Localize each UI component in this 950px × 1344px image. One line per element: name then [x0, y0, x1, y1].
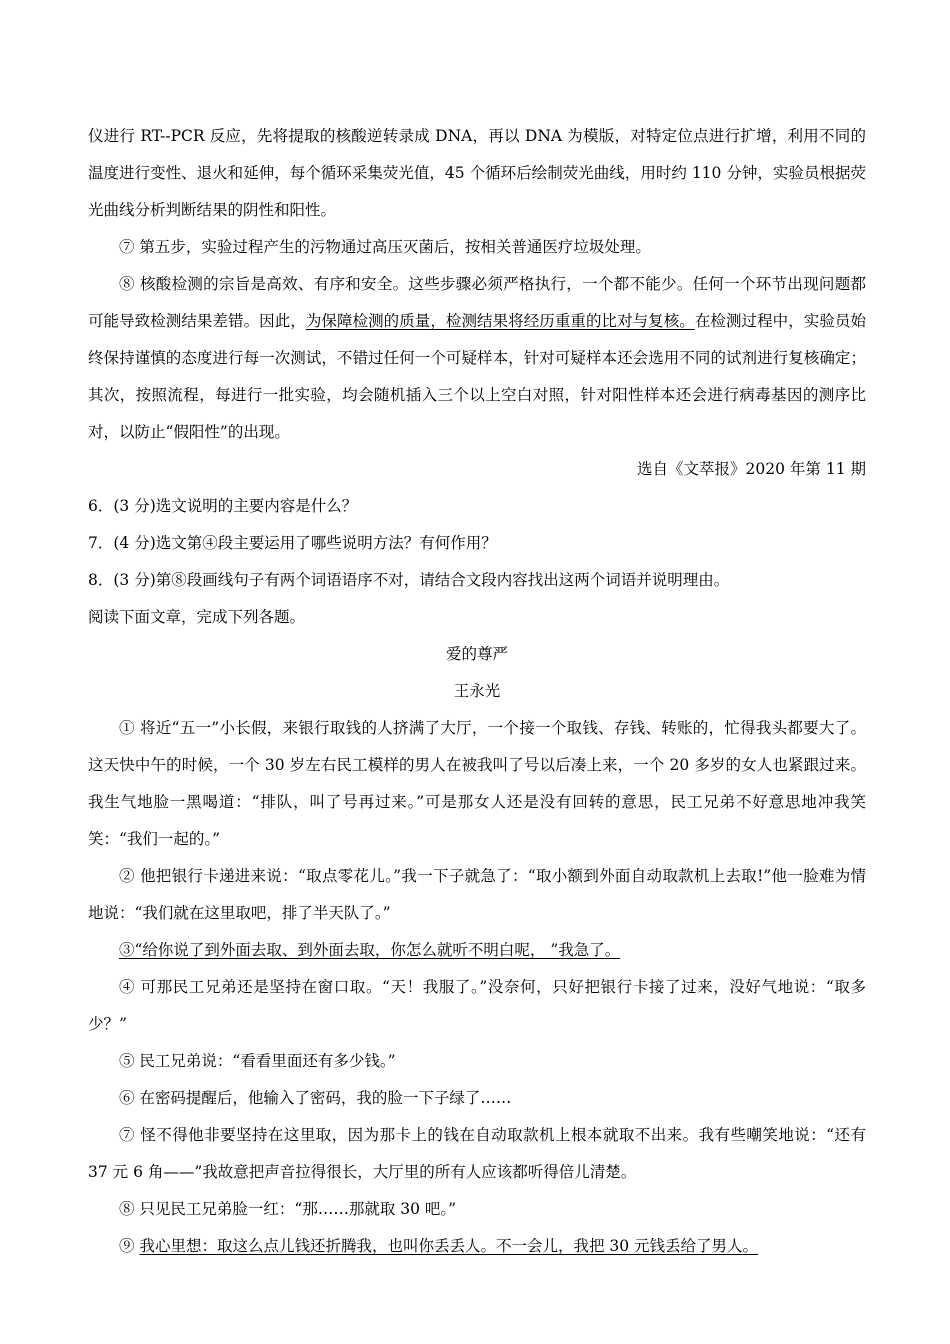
paragraph-8-text-a: ⑧ 核酸检测的宗旨是高效、有序和安全。这些步骤必须严格执行，一个都不能少。任何一个环节出现问题都可能导致检测结果差错。因此，: [88, 275, 866, 330]
passage2-paragraph-9: [88, 1228, 866, 1265]
paragraph-9-underlined: 我心里想：取这么点儿钱还折腾我，也叫你丢丢人。不一会儿，我把 30 元钱丢给了男人。: [139, 1237, 759, 1255]
question-6: 6．(3 分)选文说明的主要内容是什么？: [88, 497, 358, 515]
passage2-paragraph-7: ⑦ 怪不得他非要坚持在这里取，因为那卡上的钱在自动取款机上根本就取不出来。我有些嘲笑地说：“还有 37 元 6 角——”我故意把声音拉得很长，大厅里的所有人应该都听得倍儿清楚。: [88, 1126, 866, 1181]
passage2-paragraph-6: ⑥ 在密码提醒后，他输入了密码，我的脸一下子绿了……: [119, 1089, 512, 1107]
passage2-paragraph-2: ② 他把银行卡递进来说：“取点零花儿。”我一下子就急了：“取小额到外面自动取款机上去取!”他一脸难为情地说：“我们就在这里取吧，排了半天队了。”: [88, 867, 866, 922]
passage1-source: 选自《文萃报》2020 年第 11 期: [637, 460, 866, 478]
passage1-paragraph-6-continued: 仪进行 RT--PCR 反应，先将提取的核酸逆转录成 DNA，再以 DNA 为模版，对特定位点进行扩增，利用不同的温度进行变性、退火和延伸，每个循环采集荧光值，45 个循环后绘制荧光曲线，用时约 110 分钟，实验员根据荧光曲线分析判断结果的阴性和阳性。: [88, 127, 866, 219]
passage2-paragraph-1: ① 将近“五一”小长假，来银行取钱的人挤满了大厅，一个接一个取钱、存钱、转账的，忙得我头都要大了。这天快中午的时候，一个 30 岁左右民工模样的男人在被我叫了号以后凑上来，一个 20 多岁的女人也紧跟过来。我生气地脸一黑喝道：“排队，叫了号再过来。”可是那女人还是没有回转的意思，民工兄弟不好意思地冲我笑笑：“我们一起的。”: [88, 719, 866, 848]
passage2-paragraph-3: [88, 932, 866, 969]
passage2-paragraph-4: ④ 可那民工兄弟还是坚持在窗口取。“天！我服了。”没奈何，只好把银行卡接了过来，没好气地说：“取多少？”: [88, 978, 866, 1033]
question-7: 7．(4 分)选文第④段主要运用了哪些说明方法？有何作用？: [88, 534, 497, 552]
passage2-author: 王永光: [453, 682, 501, 700]
paragraph-8-underlined-sentence: 为保障检测的质量，检测结果将经历重重的比对与复核。: [305, 312, 695, 330]
paragraph-9-number: ⑨: [119, 1237, 140, 1255]
paragraph-8-text-b: 在检测过程中，实验员始终保持谨慎的态度进行每一次测试，不错过任何一个可疑样本，针对可疑样本还会选用不同的试剂进行复核确定；其次，按照流程，每进行一批实验，均会随机插入三个以上空白对照，针对阳性样本还会进行病毒基因的测序比对，以防止“假阳性”的出现。: [88, 312, 866, 441]
passage2-paragraph-8: ⑧ 只见民工兄弟脸一红：“那……那就取 30 吧。”: [119, 1200, 457, 1218]
document-page: [88, 118, 866, 1265]
passage2-title: 爱的尊严: [445, 645, 508, 663]
passage1-paragraph-8: [88, 266, 866, 451]
passage1-paragraph-7: ⑦ 第五步，实验过程产生的污物通过高压灭菌后，按相关普通医疗垃圾处理。: [119, 238, 651, 256]
passage2-paragraph-5: ⑤ 民工兄弟说：“看看里面还有多少钱。”: [119, 1052, 396, 1070]
reading-instruction: 阅读下面文章，完成下列各题。: [88, 608, 306, 626]
paragraph-3-underlined: ③“给你说了到外面去取、到外面去取，你怎么就听不明白呢， ”我急了。: [119, 941, 621, 959]
question-8: 8．(3 分)第⑧段画线句子有两个词语语序不对，请结合文段内容找出这两个词语并说明理由。: [88, 571, 730, 589]
